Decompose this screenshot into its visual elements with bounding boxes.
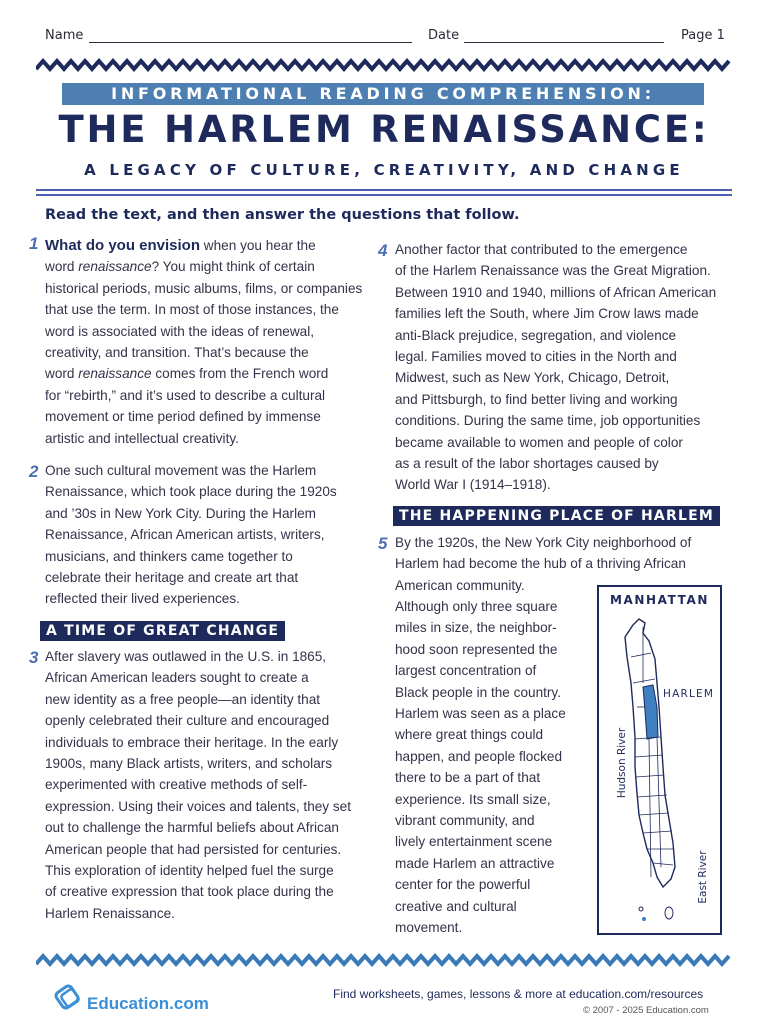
education-logo-icon bbox=[54, 982, 84, 1012]
line: One such cultural movement was the Harlem bbox=[45, 463, 317, 478]
line: out to challenge the harmful beliefs about African bbox=[45, 820, 339, 836]
line: center for the powerful bbox=[395, 877, 531, 893]
top-zigzag-border bbox=[36, 58, 732, 72]
line: reflected their lived experiences. bbox=[45, 591, 240, 607]
line: there to be a part of that bbox=[395, 770, 541, 786]
line: became available to women and people of color bbox=[395, 434, 683, 450]
instructions: Read the text, and then answer the questions that follow. bbox=[45, 207, 520, 223]
line: and ’30s in New York City. During the Harlem bbox=[45, 505, 316, 521]
line: Renaissance, which took place during the 1920s bbox=[45, 484, 337, 500]
line: for “rebirth,” and it’s used to describe a cultural bbox=[45, 387, 326, 403]
line: of the Harlem Renaissance was the Great Migration. bbox=[395, 263, 711, 279]
line: Harlem Renaissance. bbox=[45, 905, 175, 921]
paragraph-number: 3 bbox=[29, 648, 39, 667]
title-rule-bottom bbox=[36, 194, 732, 196]
line: Midwest, such as New York, Chicago, Detroit, bbox=[395, 370, 670, 386]
line: movement or time period defined by immense bbox=[45, 409, 321, 425]
line: word renaissance? You might think of certain bbox=[45, 259, 315, 275]
line: word renaissance comes from the French word bbox=[45, 366, 329, 382]
manhattan-outline bbox=[599, 587, 720, 933]
line: After slavery was outlawed in the U.S. in 1865, bbox=[45, 649, 327, 664]
line: Although only three square bbox=[395, 599, 558, 614]
manhattan-map bbox=[597, 585, 722, 935]
footer-tagline[interactable]: Find worksheets, games, lessons & more at education.com/resources bbox=[333, 987, 704, 1001]
paragraph-lead: What do you envision bbox=[45, 237, 201, 254]
line: new identity as a free people—an identity that bbox=[45, 691, 321, 707]
kicker-title: INFORMATIONAL READING COMPREHENSION: bbox=[111, 84, 655, 103]
date-field-line[interactable] bbox=[464, 42, 664, 43]
line: hood soon represented the bbox=[395, 641, 558, 657]
name-field-line[interactable] bbox=[89, 42, 412, 43]
line: musicians, and thinkers came together to bbox=[45, 548, 293, 564]
bottom-zigzag-border bbox=[36, 953, 732, 967]
line: word is associated with the ideas of renewal, bbox=[45, 323, 314, 339]
line: celebrate their heritage and create art that bbox=[45, 570, 299, 586]
name-label: Name bbox=[45, 28, 84, 43]
paragraph-number: 1 bbox=[29, 234, 39, 253]
paragraph-1 bbox=[45, 235, 375, 449]
paragraph-number: 5 bbox=[378, 534, 388, 553]
line: artistic and intellectual creativity. bbox=[45, 430, 239, 446]
date-label: Date bbox=[428, 28, 460, 43]
line: Black people in the country. bbox=[395, 684, 561, 700]
line: legal. Families moved to cities in the North and bbox=[395, 349, 677, 365]
line: expression. Using their voices and talents, they set bbox=[45, 798, 352, 814]
map-harlem-label: HARLEM bbox=[663, 688, 715, 700]
line: individuals to embrace their heritage. In the early bbox=[45, 734, 339, 750]
paragraph-number: 4 bbox=[378, 241, 388, 260]
paragraph-5-body bbox=[395, 596, 595, 939]
line: Harlem was seen as a place bbox=[395, 706, 566, 722]
line: American community. bbox=[395, 577, 525, 593]
line: that use the term. In most of those instances, the bbox=[45, 302, 339, 318]
line: miles in size, the neighbor- bbox=[395, 620, 557, 636]
line: creative and cultural bbox=[395, 898, 517, 914]
line: 1900s, many Black artists, writers, and scholars bbox=[45, 756, 333, 772]
page-title: THE HARLEM RENAISSANCE: bbox=[58, 108, 710, 151]
paragraph-2 bbox=[45, 460, 375, 610]
map-hudson-label: Hudson River bbox=[616, 727, 628, 799]
section-heading-time-of-change: A TIME OF GREAT CHANGE bbox=[40, 621, 285, 641]
line: Another factor that contributed to the emergence bbox=[395, 242, 688, 257]
line: Harlem had become the hub of a thriving African bbox=[395, 556, 686, 572]
line: Between 1910 and 1940, millions of African American bbox=[395, 284, 717, 300]
line: experimented with creative methods of self- bbox=[45, 777, 308, 793]
education-logo-text[interactable]: Education.com bbox=[87, 994, 209, 1013]
paragraph-4 bbox=[395, 239, 735, 496]
line: anti-Black prejudice, segregation, and violence bbox=[395, 327, 677, 343]
page-number: Page 1 bbox=[681, 28, 725, 43]
line: happen, and people flocked bbox=[395, 748, 563, 764]
line: families left the South, where Jim Crow laws made bbox=[395, 306, 699, 322]
line: historical periods, music albums, films, or companies bbox=[45, 280, 363, 296]
line: Renaissance, African American artists, writers, bbox=[45, 527, 325, 543]
line: African American leaders sought to create a bbox=[45, 670, 309, 686]
map-title: MANHATTAN bbox=[609, 593, 710, 607]
line: openly celebrated their culture and encouraged bbox=[45, 713, 330, 729]
line: creativity, and transition. That’s because the bbox=[45, 345, 309, 361]
map-east-label: East River bbox=[697, 850, 709, 904]
page-subtitle: A LEGACY OF CULTURE, CREATIVITY, AND CHANGE bbox=[84, 161, 684, 179]
line: as a result of the labor shortages caused by bbox=[395, 456, 659, 472]
line: World War I (1914–1918). bbox=[395, 477, 551, 493]
line: By the 1920s, the New York City neighborhood of bbox=[395, 535, 692, 550]
footer-copyright: © 2007 - 2025 Education.com bbox=[583, 1005, 709, 1016]
line: where great things could bbox=[395, 727, 544, 743]
line: This exploration of identity helped fuel the surge bbox=[45, 863, 334, 879]
section-heading-happening-place: THE HAPPENING PLACE OF HARLEM bbox=[393, 506, 720, 526]
line: vibrant community, and bbox=[395, 813, 535, 829]
line: movement. bbox=[395, 920, 463, 936]
title-rule-top bbox=[36, 189, 732, 191]
line: of creative expression that took place during the bbox=[45, 884, 334, 900]
line: and Pittsburgh, to find better living and working bbox=[395, 391, 678, 407]
line: experience. Its small size, bbox=[395, 791, 551, 807]
line: American people that had persisted for centuries. bbox=[45, 841, 342, 857]
paragraph-number: 2 bbox=[29, 462, 39, 481]
line: conditions. During the same time, job opportunities bbox=[395, 413, 701, 429]
line: when you hear the bbox=[203, 238, 316, 253]
line: largest concentration of bbox=[395, 663, 537, 679]
line: made Harlem an attractive bbox=[395, 855, 555, 871]
paragraph-3 bbox=[45, 646, 375, 924]
line: lively entertainment scene bbox=[395, 834, 553, 850]
